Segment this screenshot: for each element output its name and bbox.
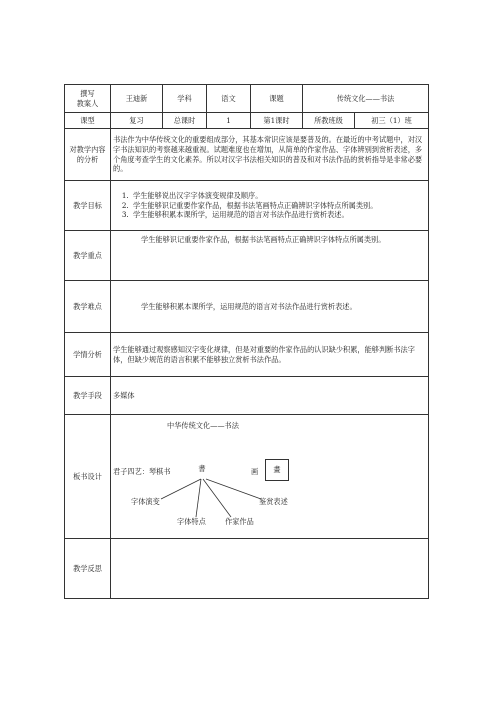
branch-evolution: 字体演变 [131, 496, 160, 506]
char-hua: 畫 [265, 459, 289, 481]
topic-label: 课题 [251, 85, 303, 113]
reflection-text [111, 539, 429, 599]
board-arrows [111, 417, 429, 537]
branch-works: 作家作品 [225, 516, 254, 526]
topic-value: 传统文化——书法 [303, 85, 429, 113]
board-label: 板书设计 [65, 415, 111, 539]
board-line: 君子四艺：琴棋书 [113, 466, 171, 476]
difficulties-label: 教学难点 [65, 281, 111, 333]
subject-label: 学科 [163, 85, 207, 113]
type-label: 课型 [65, 113, 111, 129]
branch-appreciation: 鉴赏表述 [259, 496, 288, 506]
branch-features: 字体特点 [177, 516, 206, 526]
char-shu: 書 [198, 463, 206, 473]
learner-label: 学情分析 [65, 333, 111, 377]
goal-item: 2. 学生能够识记重要作家作品，根据书法笔画特点正确辨识字体特点所属类别。 [131, 201, 426, 211]
board-design [111, 417, 428, 537]
total-label: 总课时 [163, 113, 207, 129]
goals-label: 教学目标 [65, 181, 111, 231]
author-label: 撰写 教案人 [65, 85, 111, 113]
lesson-value: 第1课时 [251, 113, 303, 129]
class-value: 初三（1）班 [355, 113, 429, 129]
total-value: 1 [207, 113, 251, 129]
board-cell [111, 415, 429, 539]
lesson-plan-table [64, 84, 429, 599]
reflection-label: 教学反思 [65, 539, 111, 599]
key-points-text: 学生能够识记重要作家作品，根据书法笔画特点正确辨识字体特点所属类别。 [111, 231, 429, 281]
goal-item: 1. 学生能够说出汉字字体演变规律及顺序。 [131, 191, 426, 201]
learner-text: 学生能够通过观察感知汉字变化规律，但是对重要的作家作品的认识缺少积累，能够判断书法字体，但缺少规范的语言积累不能够独立赏析书法作品。 [111, 333, 429, 377]
goal-item: 3. 学生能够积累本课所学，运用规范的语言对书法作品进行赏析表述。 [131, 210, 426, 220]
analysis-label: 对教学内容的分析 [65, 129, 111, 181]
class-label: 所教班级 [303, 113, 355, 129]
lesson-plan [64, 84, 428, 599]
key-points-label: 教学重点 [65, 231, 111, 281]
author-value: 王迪新 [111, 85, 163, 113]
analysis-text: 书法作为中华传统文化的重要组成部分，其基本常识应该是要普及的。在最近的中考试题中，对汉字书法知识的考察越来越重视。试题难度也在增加，从简单的作家作品、字体辨别到赏析表述，多个角度考查学生的文化素养。所以对汉字书法相关知识的普及和对书法作品的赏析指导是非常必要的。 [111, 129, 429, 181]
goals-cell [111, 181, 429, 231]
means-text: 多媒体 [111, 377, 429, 415]
board-line-b: 画 [251, 466, 259, 476]
subject-value: 语文 [207, 85, 251, 113]
type-value: 复习 [111, 113, 163, 129]
means-label: 教学手段 [65, 377, 111, 415]
difficulties-text: 学生能够积累本课所学，运用规范的语言对书法作品进行赏析表述。 [111, 281, 429, 333]
goals-list [113, 191, 426, 220]
board-title: 中华传统文化——书法 [167, 420, 239, 430]
